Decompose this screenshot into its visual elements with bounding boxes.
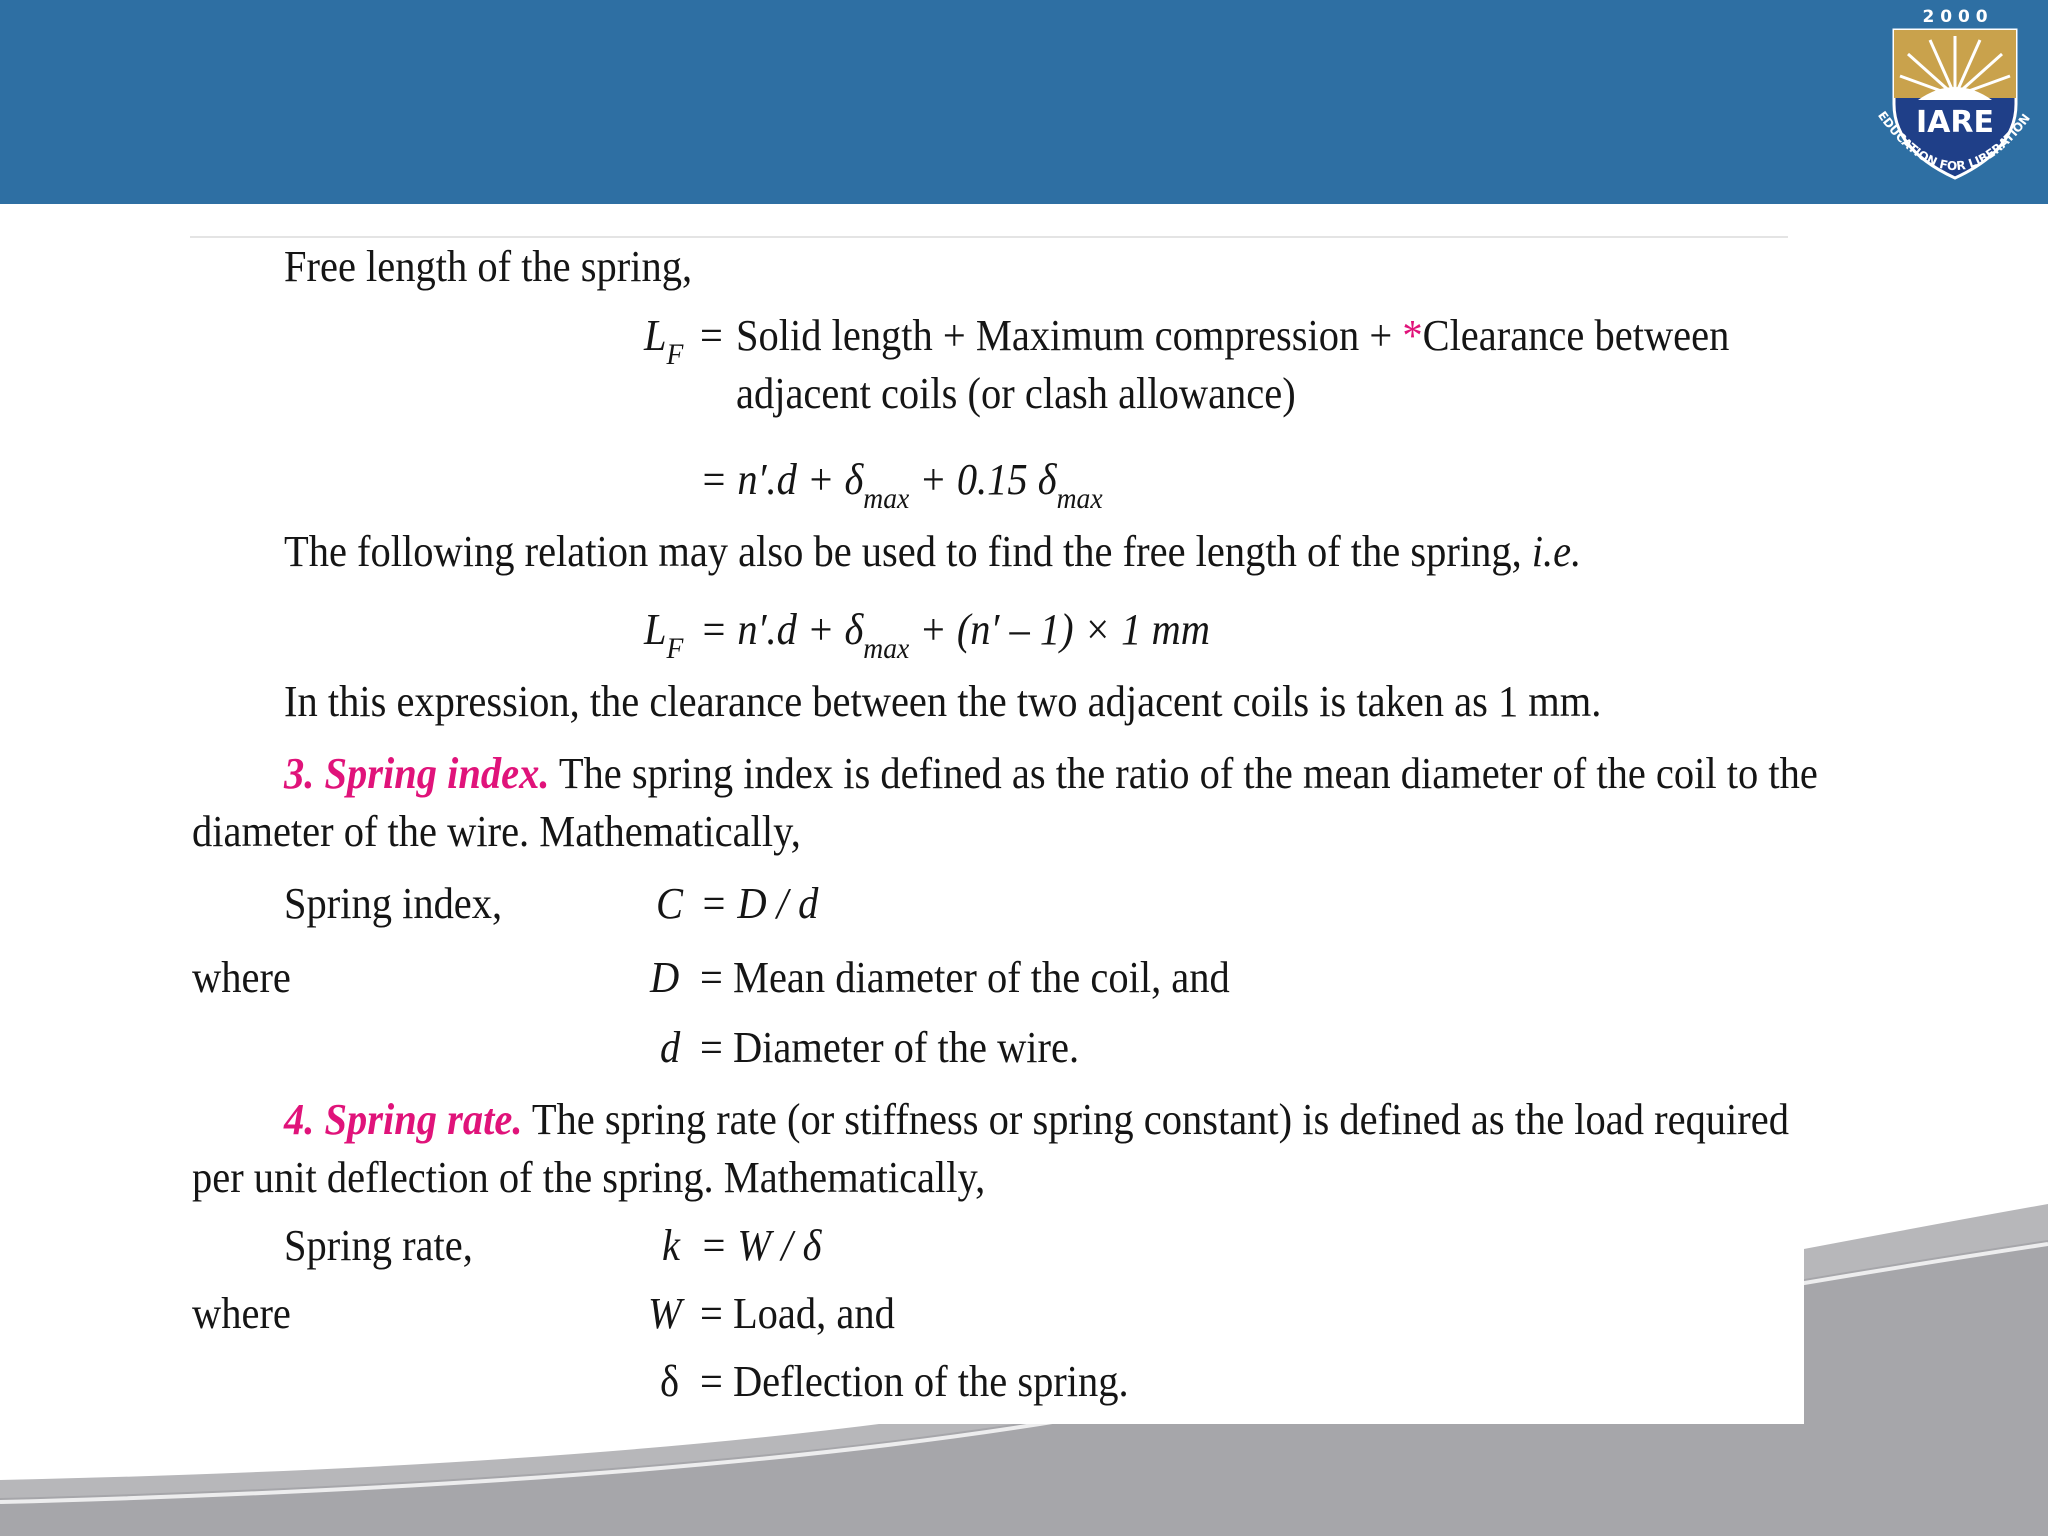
spring-index-paragraph: 3. Spring index. The spring index is defined as the ratio of the mean diameter of the coil to the (284, 749, 1818, 798)
spring-index-paragraph-line2: diameter of the wire. Mathematically, (192, 807, 801, 856)
logo-year: 2 0 0 0 (1922, 7, 1988, 27)
c-symbol: C (656, 879, 684, 928)
iare-logo (1862, 0, 2048, 204)
spring-rate-paragraph: 4. Spring rate. The spring rate (or stiffness or spring constant) is defined as the load required (284, 1095, 1789, 1144)
D-symbol: D (650, 953, 680, 1002)
W-symbol: W (648, 1289, 682, 1338)
header-band (0, 0, 2048, 204)
D-definition: = Mean diameter of the coil, and (700, 953, 1230, 1002)
logo-motto: EDUCATION FOR LIBERATION (1875, 108, 2034, 174)
W-definition: = Load, and (700, 1289, 895, 1338)
spring-index-label: Spring index, (284, 879, 503, 928)
free-length-intro: Free length of the spring, (284, 242, 693, 291)
delta-symbol: δ (660, 1357, 680, 1406)
clearance-note: In this expression, the clearance between the two adjacent coils is taken as 1 mm. (284, 677, 1602, 726)
lf-symbol: $L_F$ (644, 311, 684, 371)
spring-index-heading: 3. Spring index. (284, 749, 550, 798)
d-definition: = Diameter of the wire. (700, 1023, 1080, 1072)
where-label-2: where (192, 1289, 291, 1338)
k-symbol: k (662, 1221, 680, 1270)
lf-eq: = (700, 311, 723, 360)
formula-free-length-2: = $n'.d + \delta_{max} + (n' - 1) \times 1$ mm (700, 605, 1210, 665)
where-label-1: where (192, 953, 291, 1002)
relation-intro: The following relation may also be used to find the free length of the spring, i.e. (284, 527, 1582, 576)
spring-rate-heading: 4. Spring rate. (284, 1095, 523, 1144)
delta-definition: = Deflection of the spring. (700, 1357, 1129, 1406)
d-symbol: d (660, 1023, 681, 1072)
k-formula: = W / δ (700, 1221, 822, 1270)
logo-name: IARE (1916, 105, 1994, 140)
formula-free-length-1: = $n'.d + \delta_{max} + 0.15$ $\delta_{max}$ (700, 455, 1103, 515)
lf-symbol-2: $L_F$ (644, 605, 684, 665)
spring-rate-label: Spring rate, (284, 1221, 473, 1270)
top-rule (190, 236, 1788, 238)
spring-rate-paragraph-line2: per unit deflection of the spring. Mathematically, (192, 1153, 986, 1202)
lf-definition-line2: adjacent coils (or clash allowance) (736, 369, 1296, 418)
lf-definition-line1: Solid length + Maximum compression + *Clearance between (736, 311, 1730, 360)
c-formula: = D / d (700, 879, 819, 928)
